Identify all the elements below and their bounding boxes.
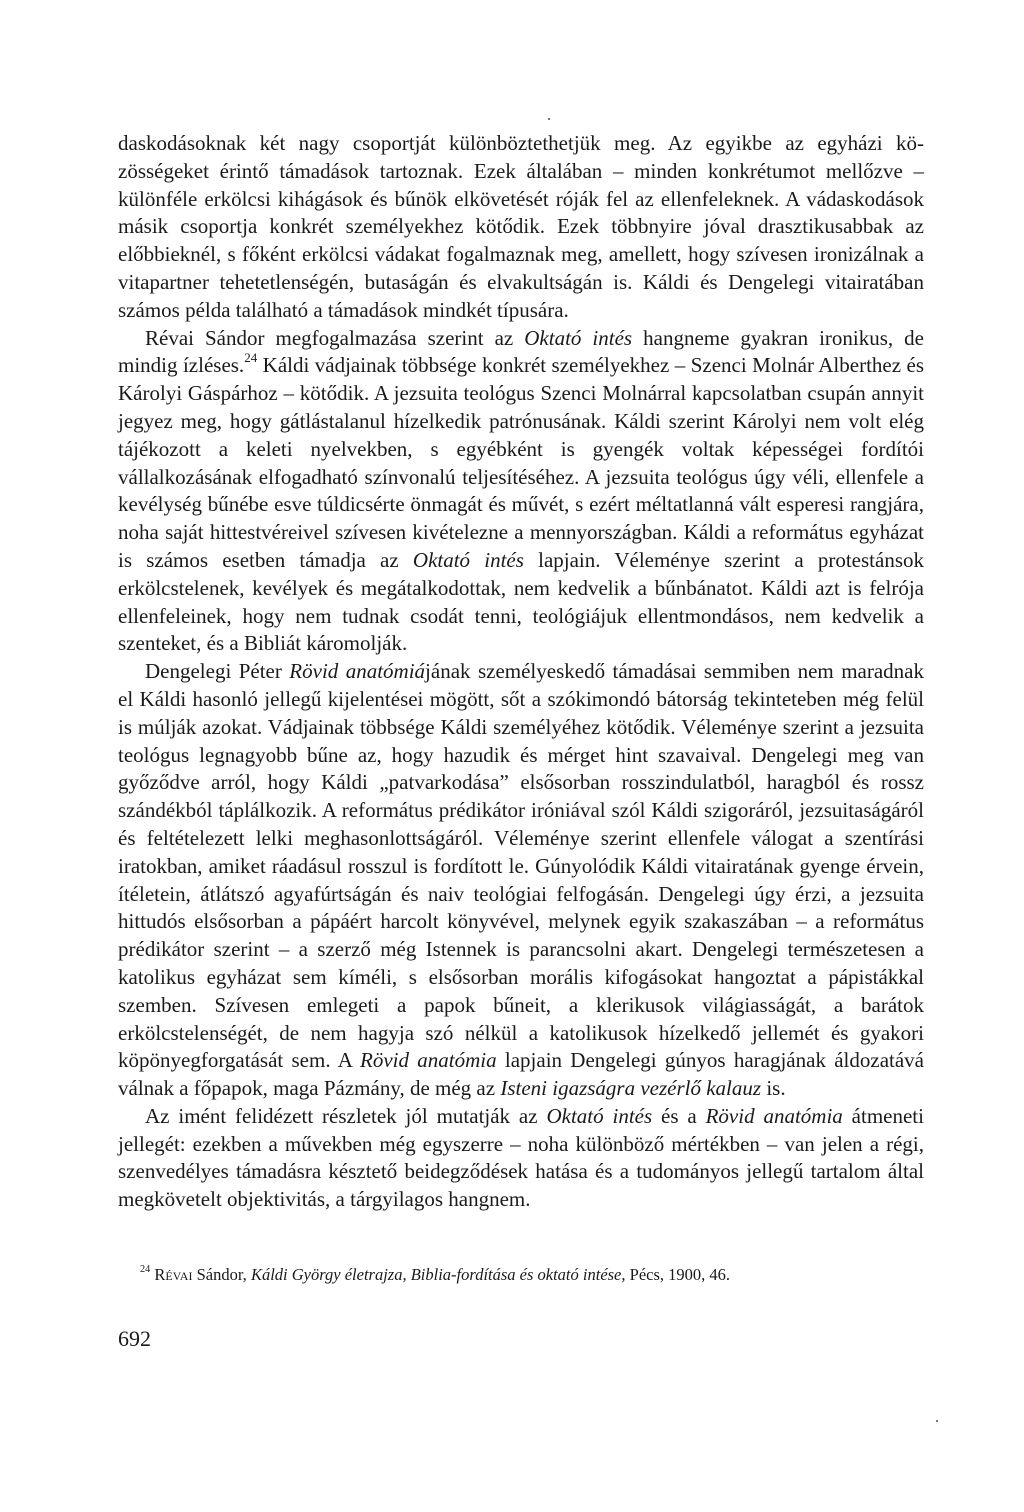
footnote-reference: 24: [244, 350, 258, 366]
italic-title: Oktató intés: [524, 325, 633, 350]
paragraph: [118, 130, 924, 325]
footnote-author-surname: Révai: [154, 1265, 193, 1284]
italic-title: Oktató intés: [412, 547, 524, 572]
scan-speck: [548, 118, 550, 120]
text-run: Dengelegi Péter: [145, 659, 290, 684]
paragraph: [118, 1103, 924, 1214]
text-run: és a: [652, 1103, 706, 1128]
paragraph: [118, 658, 924, 1103]
footnote-author-given: Sándor,: [192, 1265, 251, 1284]
text-run: átmeneti jellegét: ezekben a művekben még egyszerre – noha különböző mértékben – van jelen a régi, szenvedélyes támadásra késztető beidegződések hatása és a tudományos jellegű tartalom által megkövetelt objektivitás, a tárgyilagos hangnem.: [118, 1103, 924, 1212]
text-run: lapjain. Véleménye szerint a protestánsok erkölcstelenek, kevélyek és megátalkodottak, nem kedvelik a bűnbánatot. Káldi azt is felrója ellenfeleinek, hogy nem tudnak csodát tenni, teológiájuk ellentmondásos, nem kedvelik a szenteket, és a Bibliát káromolják.: [118, 547, 924, 656]
italic-title: Isteni igazságra vezérlő kalauz: [500, 1076, 762, 1101]
text-run: jának személyeskedő támadásai semmiben nem maradnak el Káldi hasonló jellegű kijelentései mögött, sőt a szókimondó bátorság tekinteteben még felül is múlják azokat. Vádjainak többsége Káldi személyéhez kötődik. Véleménye szerint a jezsuita teológus legnagyobb bűne az, hogy hazudik és mérget hint szavaival. Dengelegi meg van győződve arról, hogy Káldi „patvarkodása” elsősorban rosszindulatból, haragból és rossz szándékból táplálkozik. A református prédikátor iróniával szól Káldi szigoráról, jezsuitaságáról és feltételezett lelki meghasonlottságáról. Véleménye szerint ellenfele válogat a szentírási iratokban, amiket ráadásul rosszul is fordított le. Gúnyolódik Káldi vitairatának gyenge érvein, ítéletein, átlátszó agyafúrtságán és naiv teológiai felfogásán. Dengelegi úgy érzi, a jezsuita hittudós elsősorban a pápáért harcolt könyvével, melynek egyik szakaszában – a református prédikátor szerint – a szerző még Istennek is parancsolni akart. Dengelegi természetesen a katolikus egyházat sem kíméli, s elsősorban morális kifogásokat hangoztat a pápistákkal szemben. Szívesen emlegeti a papok bűneit, a klerikusok világiasságát, a barátok erkölcstelenségét, de nem hagyja szó nélkül a katolikusok hízelkedő jellemét és gyakori köpönyegforgatását sem. A: [118, 659, 924, 1073]
text-run: is.: [761, 1076, 786, 1101]
text-run: Káldi vádjainak többsége konkrét személyekhez – Szenci Molnár Alberthez és Károlyi Gáspárhoz – kötődik. A jezsuita teológus Szenci Molnárral kapcsolatban csupán annyit jegyez meg, hogy gátlástalanul hízelkedik patrónusának. Káldi szerint Károlyi nem volt elég tájékozott a keleti nyelvekben, s egyébként is gyengék voltak képességei fordítói vállalkozásának elfogadható színvonalú teljesítéséhez. A jezsuita teológus úgy véli, ellenfele a kevélység bűnébe esve túldicsérte önmagát és művét, s ezért méltatlanná vált esperesi rangjára, noha saját hittestvéreivel szívesen kivételezne a mennyországban. Káldi a református egyházat is számos esetben támadja az: [118, 353, 924, 572]
italic-title: Rövid anatómia: [360, 1048, 497, 1073]
italic-title: Rövid anatómiá: [289, 659, 426, 684]
text-run: daskodásoknak két nagy csoportját különböztethetjük meg. Az egyikbe az egyházi közösségeket érintő támadások tartoznak. Ezek általában – minden konkrétumot mellőzve – különféle erkölcsi kihágások és bűnök elkövetését róják fel az ellenfeleknek. A vádaskodások másik csoportja konkrét személyekhez kötődik. Ezek többnyire jóval drasztikusabbak az előbbieknél, s főként erkölcsi vádakat fogalmaznak meg, amellett, hogy szívesen ironizálnak a vitapartner tehetetlenségén, butaságán és elvakultságán is. Káldi és Dengelegi vitairatában számos példa található a támadások mindkét típusára.: [118, 131, 924, 322]
footnote-rest: Pécs, 1900, 46.: [625, 1265, 731, 1284]
text-run: Révai Sándor megfogalmazása szerint az: [145, 325, 525, 350]
footnote-title: Káldi György életrajza, Biblia-fordítása és oktató intése,: [250, 1265, 626, 1284]
footnote-number: 24: [140, 1263, 151, 1275]
body-text: [118, 130, 924, 1214]
footnote: [118, 1264, 924, 1286]
text-run: Az imént felidézett részletek jól mutatják az: [145, 1103, 547, 1128]
text-run: lapjain Dengelegi gúnyos haragjának áldozatává válnak a főpapok, maga Pázmány, de még az: [118, 1048, 924, 1101]
paragraph: [118, 325, 924, 659]
italic-title: Oktató intés: [546, 1103, 653, 1128]
italic-title: Rövid anatómia: [705, 1103, 843, 1128]
scan-speck: [936, 1420, 938, 1422]
page-number: 692: [118, 1326, 151, 1351]
text-run: hangneme gyakran ironikus, de mindig ízléses.: [118, 325, 925, 378]
